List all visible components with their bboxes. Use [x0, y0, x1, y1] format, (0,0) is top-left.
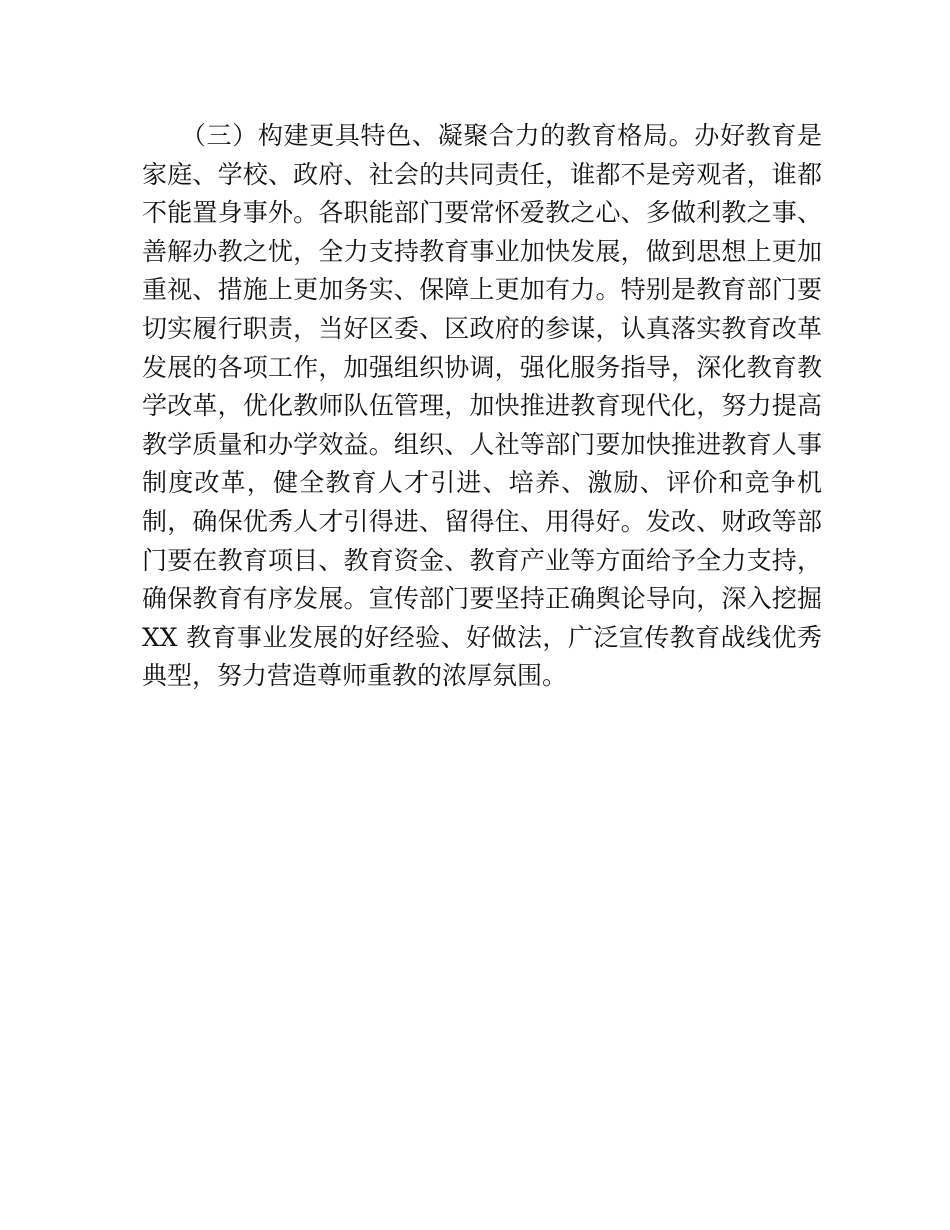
- paragraph-line: 确保教育有序发展。宣传部门要坚持正确舆论导向，深入挖掘: [142, 584, 822, 614]
- paragraph-line: 重视、措施上更加务实、保障上更加有力。特别是教育部门要: [142, 275, 822, 305]
- paragraph-line: 典型，努力营造尊师重教的浓厚氛围。: [142, 661, 568, 691]
- paragraph-line: 制度改革，健全教育人才引进、培养、激励、评价和竞争机: [142, 468, 822, 498]
- paragraph-line: 教学质量和办学效益。组织、人社等部门要加快推进教育人事: [142, 429, 822, 459]
- paragraph-line: 不能置身事外。各职能部门要常怀爱教之心、多做利教之事、: [142, 198, 822, 228]
- paragraph-line: 门要在教育项目、教育资金、教育产业等方面给予全力支持，: [142, 545, 822, 575]
- paragraph-line: 学改革，优化教师队伍管理，加快推进教育现代化，努力提高: [142, 391, 822, 421]
- paragraph-line: XX 教育事业发展的好经验、好做法，广泛宣传教育战线优秀: [142, 622, 822, 652]
- paragraph-line: 家庭、学校、政府、社会的共同责任，谁都不是旁观者，谁都: [142, 159, 822, 189]
- paragraph-line: 切实履行职责，当好区委、区政府的参谋，认真落实教育改革: [142, 313, 822, 343]
- paragraph-line: 制，确保优秀人才引得进、留得住、用得好。发改、财政等部: [142, 506, 822, 536]
- paragraph-line: 发展的各项工作，加强组织协调，强化服务指导，深化教育教: [142, 352, 822, 382]
- paragraph-line: 善解办教之忧，全力支持教育事业加快发展，做到思想上更加: [142, 236, 822, 266]
- section-three-paragraph: [142, 117, 822, 696]
- paragraph-line: （三）构建更具特色、凝聚合力的教育格局。办好教育是: [142, 121, 822, 150]
